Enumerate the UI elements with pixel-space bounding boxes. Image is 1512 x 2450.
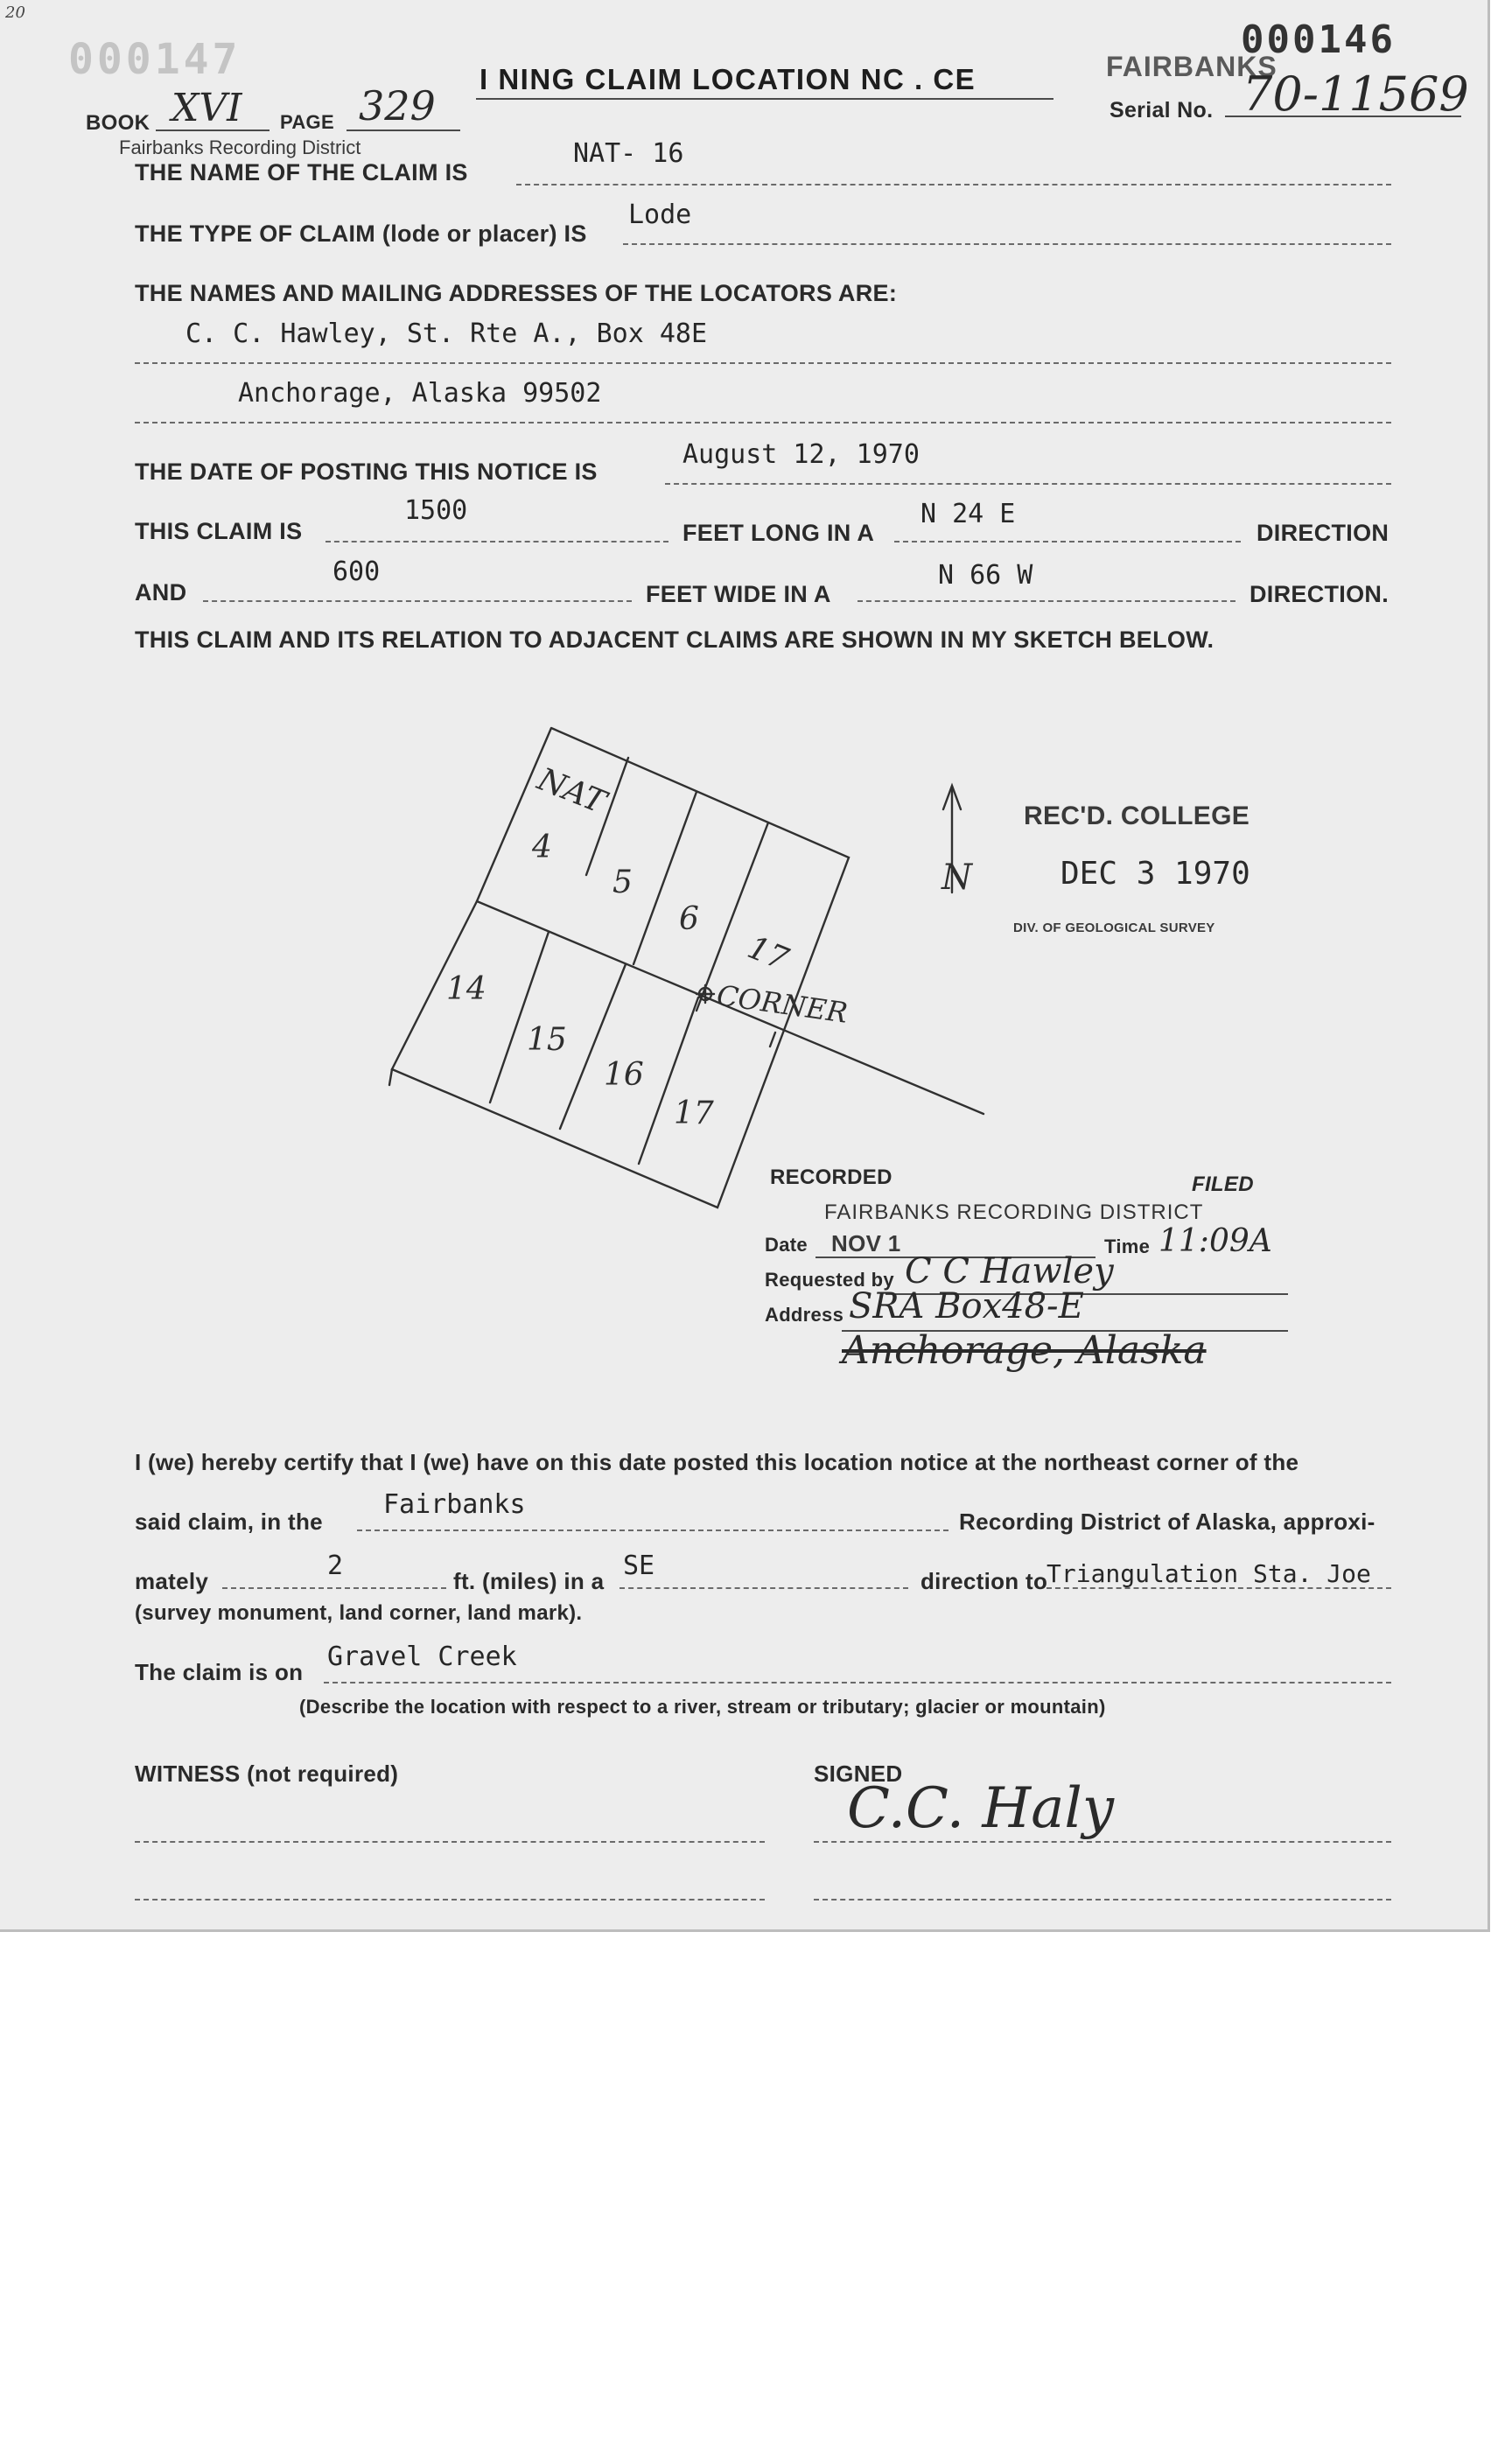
serial-value: 70-11569: [1242, 66, 1469, 122]
received-stamp-line-3: DIV. OF GEOLOGICAL SURVEY: [1013, 920, 1215, 935]
date-label: Date: [765, 1234, 808, 1256]
book-value: XVI: [172, 86, 242, 130]
signed-label: SIGNED: [814, 1760, 903, 1787]
north-arrow-label: N: [942, 858, 972, 898]
address-value-1: SRA Box48-E: [849, 1286, 1084, 1326]
received-stamp-line-2: DEC 3 1970: [1060, 856, 1250, 892]
claim-name-value: NAT- 16: [573, 138, 684, 169]
page-label: PAGE: [280, 111, 334, 133]
length-value: 1500: [404, 495, 468, 526]
sketch-label-17-bottom: 17: [674, 1096, 714, 1131]
posting-date-label: THE DATE OF POSTING THIS NOTICE IS: [135, 458, 598, 485]
sketch-label-14: 14: [446, 971, 486, 1007]
requested-value: C C Hawley: [905, 1251, 1114, 1292]
direction-value: SE: [623, 1550, 655, 1581]
sketch-label-nat: NAT: [532, 761, 611, 822]
time-label: Time: [1104, 1236, 1151, 1257]
address-value-2: Anchorage, Alaska: [842, 1328, 1207, 1373]
corner-mark: 20: [5, 4, 25, 22]
sketch-corner-label: CORNER: [714, 978, 850, 1030]
locators-label: THE NAMES AND MAILING ADDRESSES OF THE LOCATORS ARE:: [135, 280, 898, 306]
sketch-label-16: 16: [604, 1057, 644, 1093]
monument-note: (survey monument, land corner, land mark).: [135, 1601, 583, 1625]
sketch-label-15: 15: [527, 1022, 567, 1058]
sketch-label-17-top: 17: [742, 929, 794, 978]
page-value: 329: [359, 82, 436, 130]
direction-label-2: DIRECTION.: [1250, 581, 1390, 607]
monument-value: Triangulation Sta. Joe: [1046, 1559, 1371, 1588]
requested-label: Requested by: [765, 1269, 894, 1291]
faded-archive-number: 000147: [68, 35, 242, 84]
claim-on-value: Gravel Creek: [327, 1642, 517, 1672]
posting-date-value: August 12, 1970: [682, 439, 920, 470]
serial-label: Serial No.: [1110, 98, 1214, 122]
claim-is-label: THIS CLAIM IS: [135, 518, 303, 544]
signature: C.C. Haly: [847, 1776, 1114, 1841]
sketch-label-5: 5: [612, 864, 633, 900]
date-value: NOV 1: [831, 1230, 901, 1256]
time-value: 11:09A: [1158, 1223, 1272, 1259]
certification-line-1: I (we) hereby certify that I (we) have on this date posted this location notice at the northeast corner of the: [135, 1449, 1299, 1475]
said-claim-label: said claim, in the: [135, 1508, 323, 1535]
district-stamp: Fairbanks Recording District: [119, 136, 361, 158]
recording-district-stamp: FAIRBANKS RECORDING DISTRICT: [824, 1200, 1204, 1224]
feet-long-label: FEET LONG IN A: [682, 520, 875, 546]
form-title: I NING CLAIM LOCATION NC . CE: [480, 63, 976, 95]
sketch-label-6: 6: [679, 901, 699, 937]
received-stamp-line-1: REC'D. COLLEGE: [1024, 802, 1250, 830]
mately-label: mately: [135, 1568, 209, 1594]
claim-on-label: The claim is on: [135, 1659, 304, 1685]
address-label: Address: [765, 1304, 844, 1326]
claim-type-value: Lode: [628, 200, 692, 230]
locator-line-1: C. C. Hawley, St. Rte A., Box 48E: [186, 318, 708, 349]
long-direction-value: N 24 E: [920, 499, 1016, 529]
width-value: 600: [332, 556, 381, 587]
locator-line-2: Anchorage, Alaska 99502: [238, 378, 602, 409]
describe-note: (Describe the location with respect to a river, stream or tributary; glacier or mountain): [299, 1696, 1106, 1718]
distance-value: 2: [327, 1550, 344, 1581]
sketch-label-4: 4: [532, 830, 552, 865]
claim-name-label: THE NAME OF THE CLAIM IS: [135, 159, 468, 186]
recording-district-value: Fairbanks: [383, 1489, 526, 1520]
units-label: ft. (miles) in a: [453, 1568, 605, 1594]
direction-to-label: direction to: [920, 1568, 1048, 1594]
and-label: AND: [135, 579, 187, 606]
wide-direction-value: N 66 W: [938, 560, 1033, 591]
witness-label: WITNESS (not required): [135, 1760, 399, 1787]
book-label: BOOK: [86, 111, 150, 135]
filed-label: FILED: [1192, 1172, 1254, 1196]
sketch-label: THIS CLAIM AND ITS RELATION TO ADJACENT CLAIMS ARE SHOWN IN MY SKETCH BELOW.: [135, 626, 1214, 653]
fairbanks-stamp: FAIRBANKS: [1106, 51, 1278, 82]
feet-wide-label: FEET WIDE IN A: [646, 581, 831, 607]
recorded-label: RECORDED: [770, 1166, 892, 1189]
stamp-number: 000146: [1241, 18, 1396, 62]
recording-district-label: Recording District of Alaska, approxi-: [959, 1508, 1376, 1535]
direction-label: DIRECTION: [1256, 520, 1390, 546]
claim-type-label: THE TYPE OF CLAIM (lode or placer) IS: [135, 220, 587, 247]
